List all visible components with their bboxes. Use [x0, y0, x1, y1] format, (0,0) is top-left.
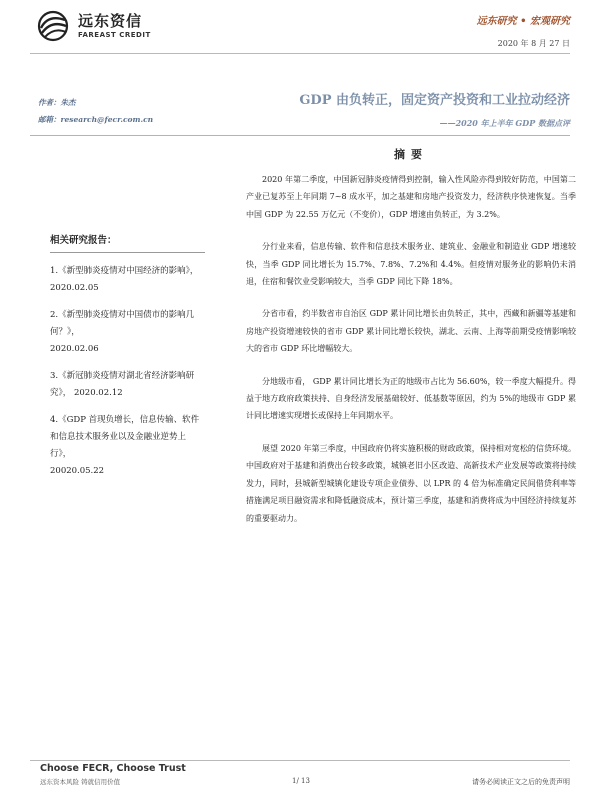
page-number: 1/ 13	[292, 777, 310, 785]
related-report-date: 20020.05.22	[50, 466, 105, 476]
fareast-logo-icon	[36, 10, 70, 42]
research-series-label: 远东研究 • 宏观研究	[476, 16, 570, 27]
logo-english-name: FAREAST CREDIT	[78, 31, 151, 39]
summary-paragraph: 分省市看，约半数省市自治区 GDP 累计同比增长由负转正，其中，西藏和新疆等基建和房地产投资增速较快的省市 GDP 累计同比增长较快，湖北、云南、上海等前期受疫情影响较大的省市 GDP 环比增幅较大。	[246, 309, 576, 354]
related-report-title: 1.《新型肺炎疫情对中国经济的影响》，	[50, 266, 199, 276]
report-title: GDP 由负转正，固定资产投资和工业拉动经济	[299, 93, 570, 108]
report-date: 2020 年 8 月 27 日	[497, 39, 570, 48]
related-report-item[interactable]	[50, 368, 205, 402]
summary-paragraph: 分行业来看，信息传输、软件和信息技术服务业、建筑业、金融业和制造业 GDP 增速较快，当季 GDP 同比增长为 15.7%、7.8%、7.2%和 4.4%。但疫情对服务业的影响仍未消退，住宿和餐饮业受影响较大，当季 GDP 同比下降 18%。	[246, 242, 576, 287]
related-report-date: 2020.02.05	[50, 283, 99, 293]
report-subtitle: ——2020 年上半年 GDP 数据点评	[439, 118, 570, 128]
logo-chinese-name: 远东资信	[78, 12, 143, 30]
related-report-title: 4.《GDP 首现负增长，信息传输、软件和信息技术服务业以及金融业逆势上行》，	[50, 415, 200, 459]
related-reports	[50, 230, 205, 490]
related-report-date: 2020.02.06	[50, 344, 99, 354]
related-report-item[interactable]	[50, 263, 205, 297]
summary-paragraph: 2020 年第二季度，中国新冠肺炎疫情得到控制，输入性风险亦得到较好防范，中国第二产业已复苏至上年同期 7~8 成水平，加之基建和房地产投资发力，经济秩序快速恢复。当季中国 GDP 为 22.55 万亿元（不变价），GDP 增速由负转正，为 3.2%。	[246, 175, 576, 219]
footer-motto: 远东资本风险 铸就信用价值	[40, 778, 121, 786]
footer-disclaimer: 请务必阅读正文之后的免责声明	[472, 778, 570, 786]
title-divider	[30, 135, 570, 136]
author-meta	[38, 94, 198, 128]
company-logo	[36, 8, 216, 44]
related-report-date: 2020.02.12	[73, 388, 123, 398]
footer-divider	[30, 760, 570, 761]
author-email: 邮箱：research@fecr.com.cn	[38, 115, 154, 124]
summary-section	[246, 145, 576, 542]
related-reports-heading: 相关研究报告：	[50, 235, 117, 246]
footer-slogan: Choose FECR, Choose Trust	[40, 763, 186, 774]
related-report-title: 2.《新型肺炎疫情对中国债市的影响几何？》，	[50, 310, 195, 337]
header-divider	[30, 53, 570, 54]
summary-paragraph: 分地级市看， GDP 累计同比增长为正的地级市占比为 56.60%，较一季度大幅提升。得益于地方政府政策扶持、自身经济发展基础较好、低基数等原因，约为 5%的地级市 GDP 累计同比增速实现增长或保持上年同期水平。	[246, 376, 576, 421]
summary-heading: 摘要	[394, 148, 428, 161]
related-reports-divider	[50, 252, 205, 253]
related-report-title: 3.《新冠肺炎疫情对湖北省经济影响研究》，	[50, 371, 195, 398]
related-report-item[interactable]	[50, 307, 205, 358]
summary-paragraph: 展望 2020 年第三季度，中国政府仍将实施积极的财政政策，保持相对宽松的信贷环境。中国政府对于基建和消费出台较多政策，城镇老旧小区改造、高新技术产业发展等政策将持续发力，同时，县城新型城镇化建设专项企业债券、以 LPR 的 4 倍为标准确定民间借贷利率等措施满足项目融资需求和降低融资成本，预计第三季度，基建和消费将成为中国经济持续复苏的重要驱动力。	[246, 443, 576, 523]
author-name: 作者：朱杰	[38, 98, 76, 107]
related-report-item[interactable]	[50, 412, 205, 480]
